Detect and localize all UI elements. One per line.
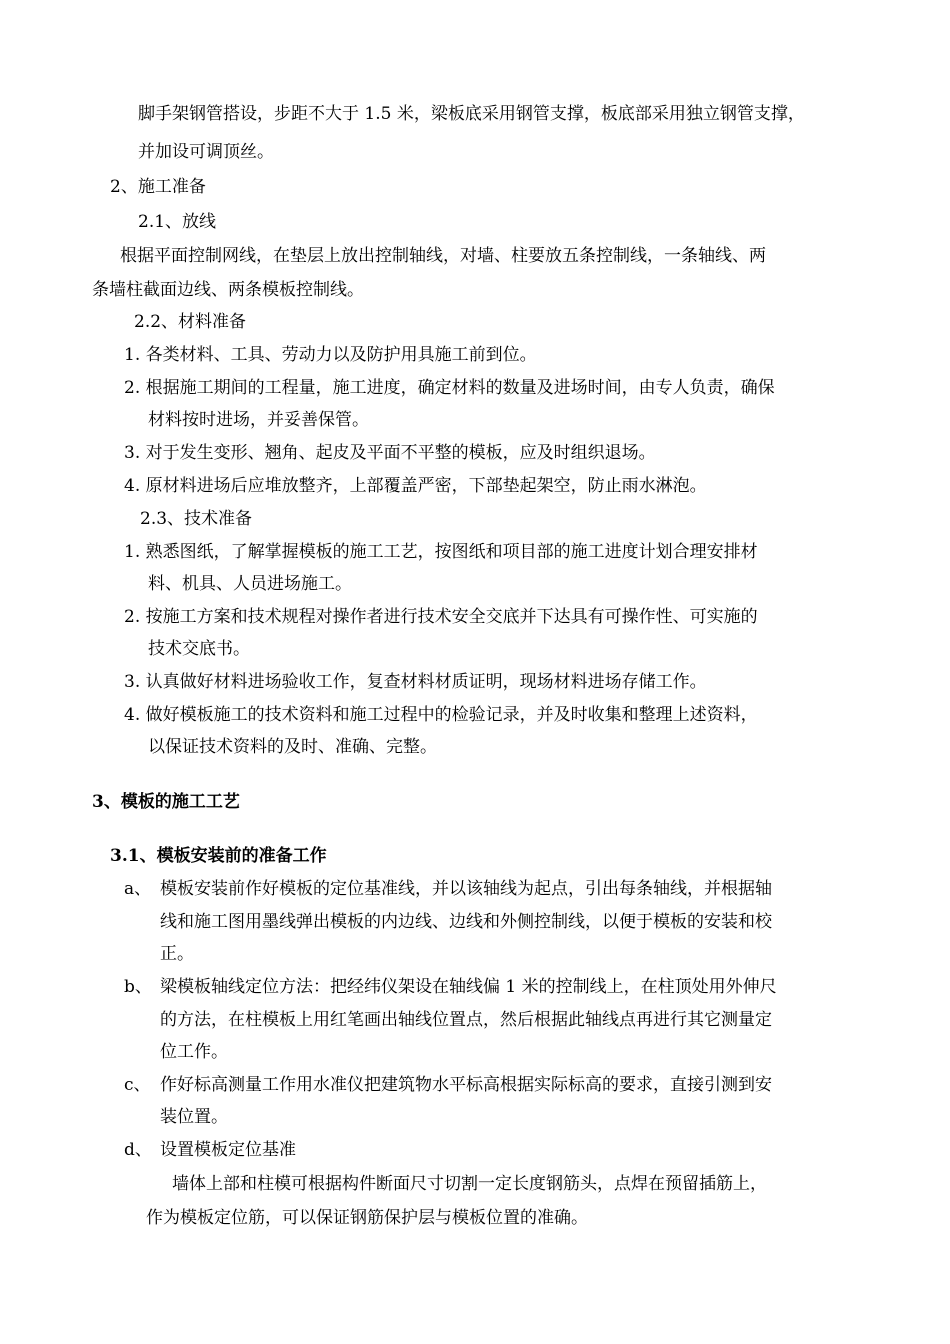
section-2-3-item-1-line-2: 料、机具、人员进场施工。 [148, 574, 352, 594]
intro-line-1: 脚手架钢管搭设，步距不大于 1.5 米，梁板底采用钢管支撑，板底部采用独立钢管支撑， [138, 104, 805, 124]
item-b-marker: b、 [124, 977, 152, 997]
section-3-1-heading: 3.1、模板安装前的准备工作 [110, 846, 327, 866]
item-a-line-2: 线和施工图用墨线弹出模板的内边线、边线和外侧控制线，以便于模板的安装和校 [160, 912, 772, 932]
section-2-2-item-2-line-2: 材料按时进场，并妥善保管。 [148, 410, 369, 430]
section-3-heading: 3、模板的施工工艺 [92, 792, 240, 812]
item-b-line-2: 的方法，在柱模板上用红笔画出轴线位置点，然后根据此轴线点再进行其它测量定 [160, 1010, 772, 1030]
item-a-line-1: 模板安装前作好模板的定位基准线，并以该轴线为起点，引出每条轴线，并根据轴 [160, 879, 772, 899]
item-a-marker: a、 [124, 879, 152, 899]
section-2-1-line-1: 根据平面控制网线，在垫层上放出控制轴线，对墙、柱要放五条控制线，一条轴线、两 [120, 246, 766, 266]
item-d-line-1: 设置模板定位基准 [160, 1140, 296, 1160]
item-c-marker: c、 [124, 1075, 151, 1095]
section-2-2-item-1: 1. 各类材料、工具、劳动力以及防护用具施工前到位。 [124, 345, 537, 365]
section-2-3-item-2-line-1: 2. 按施工方案和技术规程对操作者进行技术安全交底并下达具有可操作性、可实施的 [124, 607, 758, 627]
section-2-3-item-2-line-2: 技术交底书。 [148, 639, 250, 659]
section-2-2-item-3: 3. 对于发生变形、翘角、起皮及平面不平整的模板，应及时组织退场。 [124, 443, 656, 463]
item-c-line-2: 装位置。 [160, 1107, 228, 1127]
section-2-3-item-4-line-2: 以保证技术资料的及时、准确、完整。 [148, 737, 437, 757]
section-2-2-item-2-line-1: 2. 根据施工期间的工程量，施工进度，确定材料的数量及进场时间，由专人负责，确保 [124, 378, 775, 398]
section-2-1-line-2: 条墙柱截面边线、两条模板控制线。 [92, 280, 364, 300]
item-d-paragraph-line-2: 作为模板定位筋，可以保证钢筋保护层与模板位置的准确。 [146, 1208, 588, 1228]
item-c-line-1: 作好标高测量工作用水准仪把建筑物水平标高根据实际标高的要求，直接引测到安 [160, 1075, 772, 1095]
section-2-heading: 2、施工准备 [110, 177, 206, 197]
section-2-2-heading: 2.2、材料准备 [134, 312, 247, 332]
intro-line-2: 并加设可调顶丝。 [138, 142, 274, 162]
item-d-marker: d、 [124, 1140, 152, 1160]
section-2-1-heading: 2.1、放线 [138, 212, 217, 232]
section-2-3-heading: 2.3、技术准备 [140, 509, 253, 529]
item-d-paragraph-line-1: 墙体上部和柱模可根据构件断面尺寸切割一定长度钢筋头，点焊在预留插筋上， [172, 1174, 767, 1194]
section-2-3-item-4-line-1: 4. 做好模板施工的技术资料和施工过程中的检验记录，并及时收集和整理上述资料， [124, 705, 758, 725]
item-b-line-1: 梁模板轴线定位方法：把经纬仪架设在轴线偏 1 米的控制线上，在柱顶处用外伸尺 [160, 977, 777, 997]
item-a-line-3: 正。 [160, 944, 194, 964]
section-2-2-item-4: 4. 原材料进场后应堆放整齐，上部覆盖严密，下部垫起架空，防止雨水淋泡。 [124, 476, 707, 496]
section-2-3-item-1-line-1: 1. 熟悉图纸，了解掌握模板的施工工艺，按图纸和项目部的施工进度计划合理安排材 [124, 542, 758, 562]
section-2-3-item-3: 3. 认真做好材料进场验收工作，复查材料材质证明，现场材料进场存储工作。 [124, 672, 707, 692]
item-b-line-3: 位工作。 [160, 1042, 228, 1062]
